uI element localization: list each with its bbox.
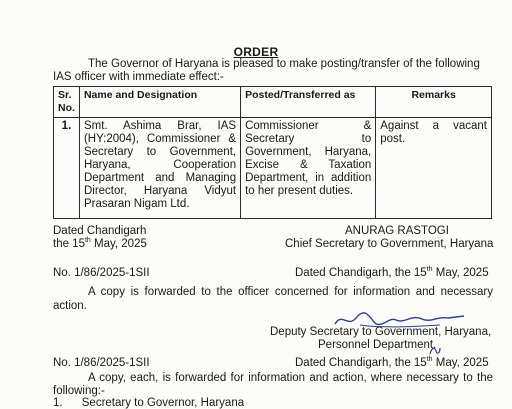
endorsement-1-text: A copy is forwarded to the officer concerned for information and necessary action. xyxy=(53,286,493,312)
posting-table xyxy=(53,86,492,219)
header-posted-as: Posted/Transferred as xyxy=(241,87,376,118)
endorsement-2-text: A copy, each, is forwarded for information and action, where necessary to the following:- xyxy=(53,372,493,397)
endorsement-2-date: Dated Chandigarh, the 15th May, 2025 xyxy=(295,356,489,369)
cell-posted-as: Commissioner & Secretary to Government, Haryana, Excise & Taxation Department, in addition to her present duties. xyxy=(241,118,376,219)
endorsement-2-number: No. 1/86/2025-1SII xyxy=(53,357,150,369)
intro-text: The Governor of Haryana is pleased to make posting/transfer of the following IAS officer with immediate effect:- xyxy=(53,58,480,83)
dated-place: Dated Chandigarh xyxy=(53,225,147,237)
intro-paragraph xyxy=(53,58,493,84)
dated-date: the 15th May, 2025 xyxy=(53,237,147,250)
table-row xyxy=(54,118,492,219)
deputy-secretary-title: Deputy Secretary to Government, Haryana, xyxy=(270,326,492,338)
list-item-1: 1. Secretary to Governor, Haryana xyxy=(53,397,245,409)
signatory-title: Chief Secretary to Government, Haryana xyxy=(285,238,494,250)
top-cut-fragment xyxy=(0,0,512,14)
order-title: ORDER xyxy=(233,45,279,59)
cell-remarks: Against a vacant post. xyxy=(376,118,492,219)
endorsement-1-number: No. 1/86/2025-1SII xyxy=(53,267,150,279)
header-name-designation: Name and Designation xyxy=(79,87,240,118)
signatory-name: ANURAG RASTOGI xyxy=(345,225,449,237)
deputy-department: Personnel Department. xyxy=(318,339,437,351)
endorsement-1-date: Dated Chandigarh, the 15th May, 2025 xyxy=(295,266,489,279)
header-remarks: Remarks xyxy=(376,87,492,118)
cell-name-designation: Smt. Ashima Brar, IAS (HY:2004), Commissioner & Secretary to Government, Haryana, Cooperation Department and Managing Director, Haryana Vidyut Prasaran Nigam Ltd. xyxy=(79,118,240,219)
cell-sr-no: 1. xyxy=(54,118,80,219)
header-sr-no: Sr. No. xyxy=(54,87,80,118)
table-header-row xyxy=(54,87,492,118)
